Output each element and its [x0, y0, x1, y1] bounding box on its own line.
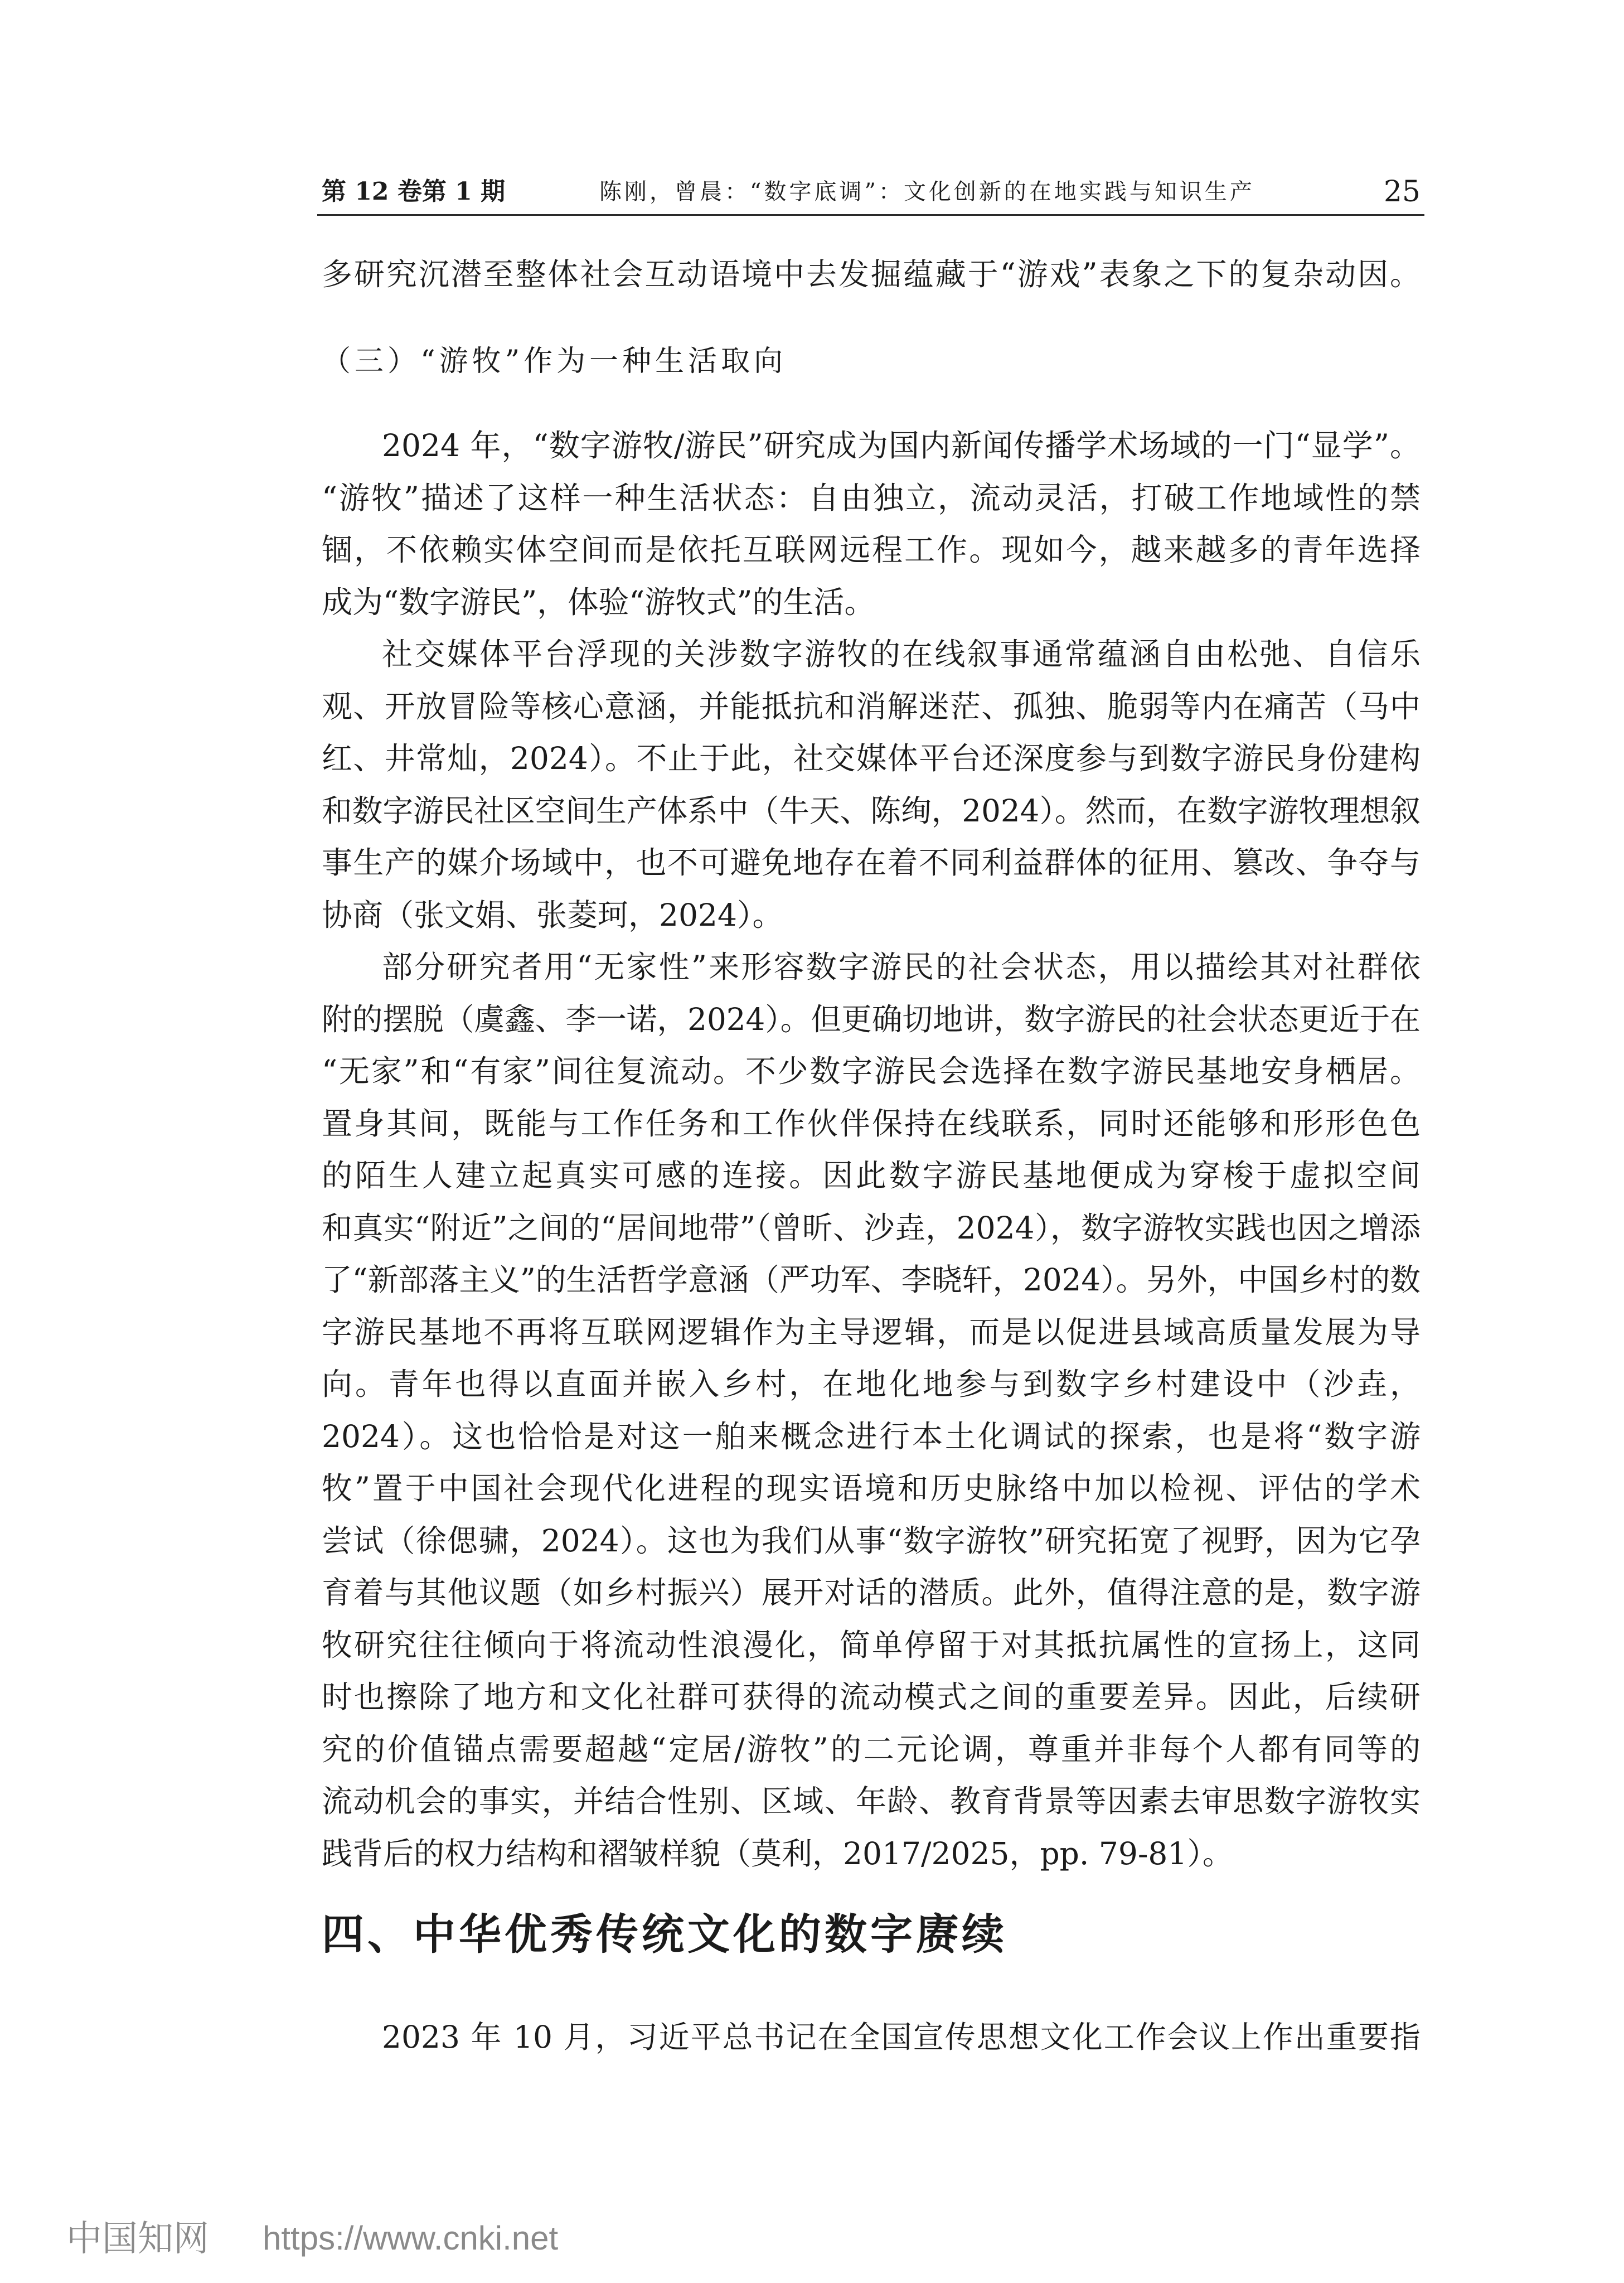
text-line — [322, 1254, 1421, 1307]
text-line — [322, 733, 1421, 785]
text-line-content: 红、井常灿，2024）。不止于此，社交媒体平台还深度参与到数字游民身份建构 — [322, 741, 1421, 776]
paragraph — [322, 941, 1421, 1880]
watermark-url: https://www.cnki.net — [263, 2219, 559, 2257]
text-line-content: 的陌生人建立起真实可感的连接。因此数字游民基地便成为穿梭于虚拟空间 — [322, 1158, 1421, 1193]
text-line — [322, 1828, 1421, 1880]
text-line-content: 2024）。这也恰恰是对这一舶来概念进行本土化调试的探索，也是将“数字游 — [322, 1418, 1421, 1454]
paragraph — [322, 420, 1421, 628]
text-line-content: 事生产的媒介场域中，也不可避免地存在着不同利益群体的征用、篡改、争夺与 — [322, 845, 1421, 881]
section-heading: 四、中华优秀传统文化的数字赓续 — [322, 1909, 1007, 1959]
text-line — [322, 994, 1421, 1046]
text-line-content: 2024 年，“数字游牧/游民”研究成为国内新闻传播学术场域的一门“显学”。 — [382, 428, 1421, 463]
text-line — [322, 1776, 1421, 1828]
text-line — [322, 1098, 1421, 1150]
text-line-content: “无家”和“有家”间往复流动。不少数字游民会选择在数字游民基地安身栖居。 — [322, 1053, 1421, 1089]
text-line — [322, 2011, 1421, 2064]
text-line — [322, 1724, 1421, 1776]
text-line — [322, 1619, 1421, 1672]
header-rule — [317, 214, 1424, 216]
text-line — [322, 1046, 1421, 1098]
subsection-heading: （三）“游牧”作为一种生活取向 — [322, 345, 787, 378]
text-line — [322, 681, 1421, 733]
header-issue: 第 12 卷第 1 期 — [322, 177, 506, 206]
watermark-brand: 中国知网 — [66, 2218, 209, 2258]
text-line-content: 多研究沉潜至整体社会互动语境中去发掘蕴藏于“游戏”表象之下的复杂动因。 — [322, 257, 1421, 292]
text-line — [322, 577, 1421, 629]
text-line-content: 置身其间，既能与工作任务和工作伙伴保持在线联系，同时还能够和形形色色 — [322, 1105, 1421, 1142]
text-line-content: 牧研究往往倾向于将流动性浪漫化，简单停留于对其抵抗属性的宣扬上，这同 — [322, 1627, 1421, 1663]
body-paragraphs — [322, 420, 1421, 1880]
text-line-content: 部分研究者用“无家性”来形容数字游民的社会状态，用以描绘其对社群依 — [382, 949, 1421, 985]
text-line — [322, 785, 1421, 838]
text-line — [322, 628, 1421, 681]
text-line-content: 2023 年 10 月，习近平总书记在全国宣传思想文化工作会议上作出重要指 — [382, 2019, 1421, 2055]
text-line — [322, 1358, 1421, 1411]
text-line — [322, 837, 1421, 889]
text-line-content: 和数字游民社区空间生产体系中（牛天、陈绚，2024）。然而，在数字游牧理想叙 — [322, 792, 1421, 829]
text-line-content: 成为“数字游民”，体验“游牧式”的生活。 — [322, 584, 875, 620]
text-line-content: 附的摆脱（虞鑫、李一诺，2024）。但更确切地讲，数字游民的社会状态更近于在 — [322, 1001, 1421, 1037]
text-line — [322, 1150, 1421, 1202]
text-line-content: 践背后的权力结构和褶皱样貌（莫利，2017/2025，pp. 79-81）。 — [322, 1835, 1233, 1871]
text-line-content: 牧”置于中国社会现代化进程的现实语境和历史脉络中加以检视、评估的学术 — [322, 1471, 1421, 1506]
text-line-content: 时也擦除了地方和文化社群可获得的流动模式之间的重要差异。因此，后续研 — [322, 1679, 1421, 1715]
text-line — [322, 472, 1421, 525]
text-line-content: 协商（张文娟、张菱珂，2024）。 — [322, 897, 783, 933]
text-line — [322, 889, 1421, 942]
text-line — [322, 1567, 1421, 1619]
text-line-content: 锢，不依赖实体空间而是依托互联网远程工作。现如今，越来越多的青年选择 — [322, 532, 1421, 568]
text-line — [322, 524, 1421, 577]
text-line-content: 了“新部落主义”的生活哲学意涵（严功军、李晓轩，2024）。另外，中国乡村的数 — [322, 1262, 1421, 1298]
text-line — [322, 1411, 1421, 1463]
text-line — [322, 1515, 1421, 1568]
text-line — [322, 249, 1421, 301]
text-line — [322, 1463, 1421, 1515]
paragraph — [322, 2011, 1421, 2064]
text-line-content: 社交媒体平台浮现的关涉数字游牧的在线叙事通常蕴涵自由松弛、自信乐 — [382, 636, 1421, 672]
text-line — [322, 420, 1421, 472]
header-running-title: 陈刚，曾晨：“数字底调”：文化创新的在地实践与知识生产 — [599, 179, 1255, 205]
text-line-content: 尝试（徐偲骕，2024）。这也为我们从事“数字游牧”研究拓宽了视野，因为它孕 — [322, 1522, 1421, 1559]
text-line-content: 观、开放冒险等核心意涵，并能抵抗和消解迷茫、孤独、脆弱等内在痛苦（马中 — [322, 688, 1421, 724]
text-line-content: 字游民基地不再将互联网逻辑作为主导逻辑，而是以促进县域高质量发展为导 — [322, 1314, 1421, 1350]
header-page-number: 25 — [1383, 175, 1421, 209]
text-line — [322, 1307, 1421, 1359]
text-line-content: “游牧”描述了这样一种生活状态：自由独立，流动灵活，打破工作地域性的禁 — [322, 480, 1421, 516]
text-line — [322, 1202, 1421, 1255]
text-line-content: 和真实“附近”之间的“居间地带”（曾昕、沙垚，2024），数字游牧实践也因之增添 — [322, 1210, 1421, 1246]
text-line-content: 究的价值锚点需要超越“定居/游牧”的二元论调，尊重并非每个人都有同等的 — [322, 1731, 1421, 1767]
text-line — [322, 1671, 1421, 1724]
text-line-content: 育着与其他议题（如乡村振兴）展开对话的潜质。此外，值得注意的是，数字游 — [322, 1575, 1421, 1610]
text-line-content: 向。青年也得以直面并嵌入乡村，在地化地参与到数字乡村建设中（沙垚， — [322, 1366, 1421, 1402]
paragraph — [322, 628, 1421, 941]
text-line-content: 流动机会的事实，并结合性别、区域、年龄、教育背景等因素去审思数字游牧实 — [322, 1783, 1421, 1819]
text-line — [322, 941, 1421, 994]
continued-paragraph — [322, 249, 1421, 301]
